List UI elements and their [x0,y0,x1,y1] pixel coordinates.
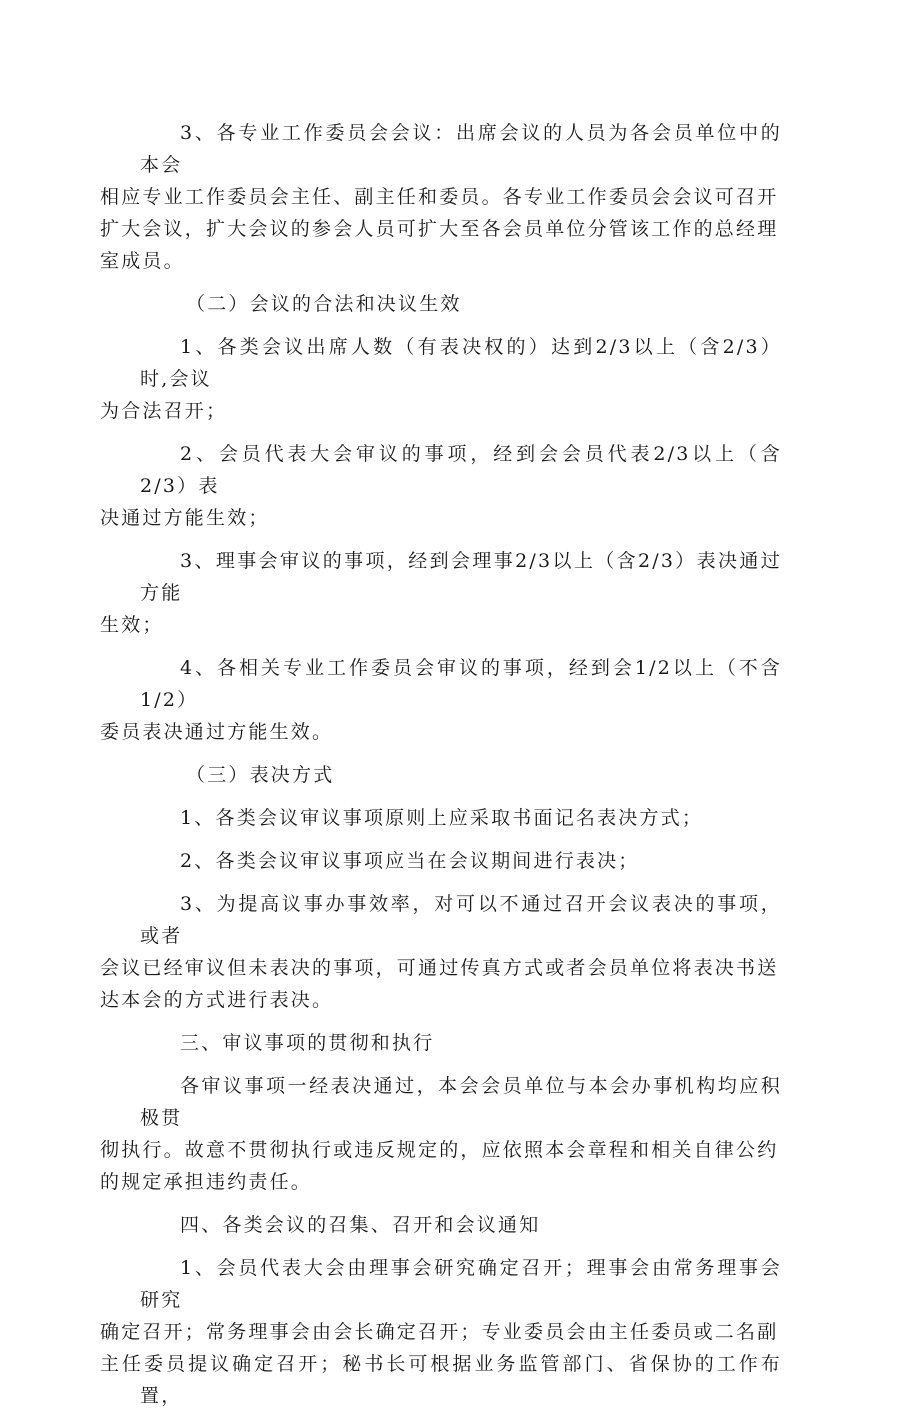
text-line: 确定召开；常务理事会由会长确定召开；专业委员会由主任委员或二名副 [100,1321,779,1343]
text-line: 3、各专业工作委员会会议：出席会议的人员为各会员单位中的本会 [140,122,782,176]
text-line: 相应专业工作委员会主任、副主任和委员。各专业工作委员会会议可召开 [100,186,779,208]
text-line: 1、会员代表大会由理事会研究确定召开；理事会由常务理事会研究 [140,1257,782,1311]
text-line: 三、审议事项的贯彻和执行 [180,1032,435,1054]
text-line: 的规定承担违约责任。 [100,1171,313,1193]
paragraph-council-resolution [100,545,782,641]
paragraph-convening [100,1252,782,1412]
heading-legality-and-resolution [140,288,782,320]
section-heading-convening [140,1209,782,1241]
paragraph-written-vote [140,802,782,834]
text-line: 主任委员提议确定召开；秘书长可根据业务监管部门、省保协的工作布置， [100,1353,782,1407]
section-heading-implementation [140,1027,782,1059]
paragraph-congress-resolution [100,438,782,534]
paragraph-quorum [100,331,782,427]
text-line: 彻执行。故意不贯彻执行或违反规定的，应依照本会章程和相关自律公约 [100,1139,779,1161]
document-body [100,117,782,1423]
text-line: 3、为提高议事办事效率，对可以不通过召开会议表决的事项，或者 [140,893,782,947]
text-line: 为合法召开； [100,400,228,422]
paragraph-vote-during-meeting [140,845,782,877]
text-line: 扩大会议，扩大会议的参会人员可扩大至各会员单位分管该工作的总经理 [100,218,779,240]
text-line: （三）表决方式 [186,764,335,786]
text-line: 2、会员代表大会审议的事项，经到会会员代表2/3以上（含2/3）表 [140,443,782,497]
paragraph-committee-resolution [100,652,782,748]
heading-voting-method [140,759,782,791]
text-line: 1、各类会议出席人数（有表决权的）达到2/3以上（含2/3）时,会议 [140,336,782,390]
text-line: 四、各类会议的召集、召开和会议通知 [180,1214,541,1236]
text-line: 3、理事会审议的事项，经到会理事2/3以上（含2/3）表决通过方能 [140,550,782,604]
text-line: 决通过方能生效； [100,507,270,529]
text-line: 1、各类会议审议事项原则上应采取书面记名表决方式； [180,807,704,829]
text-line: 各审议事项一经表决通过，本会会员单位与本会办事机构均应积极贯 [140,1075,782,1129]
paragraph-committee-meetings [100,117,782,277]
paragraph-implementation [100,1070,782,1198]
text-line: 2、各类会议审议事项应当在会议期间进行表决； [180,850,640,872]
text-line: 生效； [100,614,164,636]
text-line: 达本会的方式进行表决。 [100,989,334,1011]
text-line: 委员表决通过方能生效。 [100,721,334,743]
text-line: 4、各相关专业工作委员会审议的事项，经到会1/2以上（不含1/2） [140,657,782,711]
paragraph-fax-vote [100,888,782,1016]
text-line: 室成员。 [100,250,185,272]
text-line: （二）会议的合法和决议生效 [186,293,462,315]
text-line: 会议已经审议但未表决的事项，可通过传真方式或者会员单位将表决书送 [100,957,779,979]
